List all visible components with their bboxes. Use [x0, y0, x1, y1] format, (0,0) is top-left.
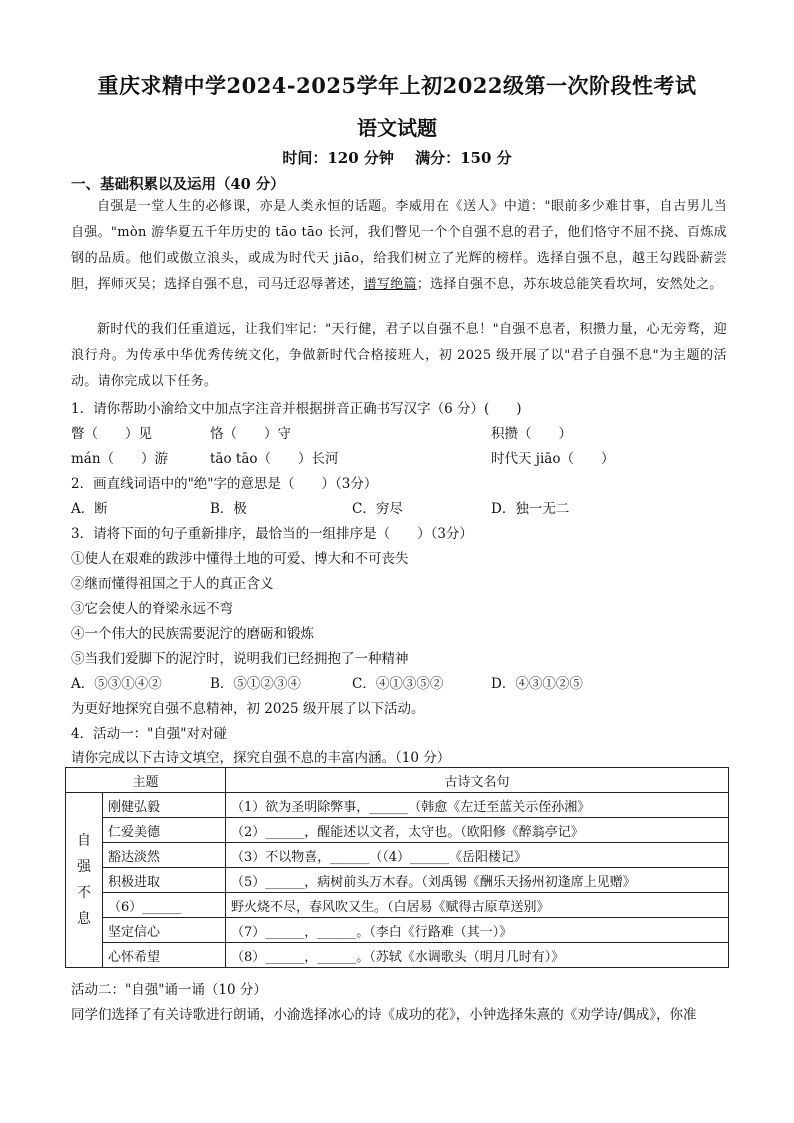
exam-title: 重庆求精中学2024-2025学年上初2022级第一次阶段性考试	[97, 73, 697, 98]
activities-intro: 为更好地探究自强不息精神，初 2025 级开展了以下活动。	[71, 701, 425, 717]
activity-2-text: 同学们选择了有关诗歌进行朗诵，小渝选择冰心的诗《成功的花》，小钟选择朱熹的《劝学诗/偶成》，你准	[71, 1007, 697, 1023]
theme-cell: 刚健弘毅	[103, 793, 226, 818]
table-row	[66, 868, 729, 893]
q1-item: 积攒（ ）	[491, 426, 572, 442]
q1-item: 恪（ ）守	[210, 426, 291, 442]
exam-time: 时间：120 分钟	[282, 149, 394, 167]
table-row	[66, 918, 729, 943]
q3-sentence: ①使人在艰难的跋涉中懂得土地的可爱、博大和不可丧失	[71, 551, 409, 567]
q1-item: 瞥（ ）见	[71, 426, 152, 442]
q3-sentence: ③它会使人的脊梁永远不弯	[71, 601, 233, 617]
poem-cell: （5）______，病树前头万木春。（刘禹锡《酬乐天扬州初逢席上见赠》	[226, 868, 729, 893]
passage-paragraph-2: 新时代的我们任重道远，让我们牢记："天行健，君子以自强不息！"自强不息者，积攒力量，心无旁骛，迎浪行舟。为传承中华优秀传统文化，争做新时代合格接班人，初 2025 级开展了以"君子自强不息"为主题的活动。请你完成以下任务。	[71, 322, 727, 389]
theme-cell: 豁达淡然	[103, 843, 226, 868]
exam-score: 满分：150 分	[415, 149, 512, 167]
table-row	[66, 793, 729, 818]
poem-cell: （2）______，醒能述以文者，太守也。（欧阳修《醉翁亭记》	[226, 818, 729, 843]
question-2-stem: 2．画直线词语中的"绝"字的意思是（ ）（3分）	[71, 476, 378, 492]
poem-cell: （7）______，______。（李白《行路难（其一）》	[226, 918, 729, 943]
poem-cell: （3）不以物喜，______（（4）______《岳阳楼记》	[226, 843, 729, 868]
question-4-instruction: 请你完成以下古诗文填空，探究自强不息的丰富内涵。（10 分）	[71, 750, 451, 766]
question-4-stem: 4．活动一："自强"对对碰	[71, 726, 228, 742]
poem-cell: （8）______，______。（苏轼《水调歌头（明月几时有）》	[226, 943, 729, 968]
table-row	[66, 943, 729, 968]
q2-option: D．独一无二	[491, 501, 570, 517]
theme-cell: 积极进取	[103, 868, 226, 893]
question-1-stem: 1．请你帮助小渝给文中加点字注音并根据拼音正确书写汉字（6 分）( )	[71, 401, 522, 417]
q3-sentence: ⑤当我们爱脚下的泥泞时，说明我们已经拥抱了一种精神	[71, 651, 409, 667]
poem-table	[65, 767, 729, 968]
theme-cell: 坚定信心	[103, 918, 226, 943]
table-row	[66, 843, 729, 868]
passage-paragraph-1: 自强是一堂人生的必修课，亦是人类永恒的话题。李威用在《送人》中道："眼前多少难甘事，自古男儿当自强。"mòn 游华夏五千年历史的 tāo tāo 长河，我们瞥见一个个自强不息的君子，他们恪守不屈不挠、百炼成钢的品质。他们或傲立浪头，或成为时代天 jiāo，给我们树立了光辉的榜样。选择自强不息，越王勾践卧薪尝胆，挥师灭吴；选择自强不息，司马迁忍辱著述，谱写绝篇；选择自强不息，苏东坡总能笑看坎坷，安然处之。	[71, 199, 727, 292]
q3-sentence: ②继而懂得祖国之于人的真正含义	[71, 576, 274, 592]
theme-cell: 心怀希望	[103, 943, 226, 968]
theme-cell: （6）______	[103, 893, 226, 918]
group-label: 自 强 不 息	[66, 793, 103, 968]
question-3-stem: 3．请将下面的句子重新排序，最恰当的一组排序是（ ）（3分）	[71, 526, 473, 542]
q2-option: C．穷尽	[352, 501, 403, 517]
table-row	[66, 818, 729, 843]
q1-item: tāo tāo（ ）长河	[210, 451, 339, 467]
q3-option: A．⑤③①④②	[71, 676, 162, 692]
q3-option: D．④③①②⑤	[491, 676, 583, 692]
activity-2-heading: 活动二："自强"诵一诵（10 分）	[71, 982, 267, 998]
underlined-phrase: 谱写绝篇	[363, 277, 417, 292]
poem-cell: （1）欲为圣明除弊事，______（韩愈《左迁至蓝关示侄孙湘》	[226, 793, 729, 818]
table-header-lines: 古诗文名句	[226, 768, 729, 793]
q2-option: A．断	[71, 501, 108, 517]
section-heading: 一、基础积累以及运用（40 分）	[71, 176, 285, 193]
q3-sentence: ④一个伟大的民族需要泥泞的磨砺和锻炼	[71, 626, 314, 642]
q3-option: B．⑤①②③④	[210, 676, 301, 692]
theme-cell: 仁爱美德	[103, 818, 226, 843]
table-header-theme: 主题	[66, 768, 226, 793]
table-header-row	[66, 768, 729, 793]
poem-cell: 野火烧不尽，春风吹又生。（白居易《赋得古原草送别》	[226, 893, 729, 918]
exam-subtitle: 语文试题	[357, 116, 437, 140]
table-row	[66, 893, 729, 918]
q1-item: mán（ ）游	[71, 451, 169, 467]
q2-option: B．极	[210, 501, 247, 517]
exam-meta	[0, 147, 794, 168]
q3-option: C．④①③⑤②	[352, 676, 444, 692]
q1-item: 时代天 jiāo（ ）	[491, 451, 615, 467]
